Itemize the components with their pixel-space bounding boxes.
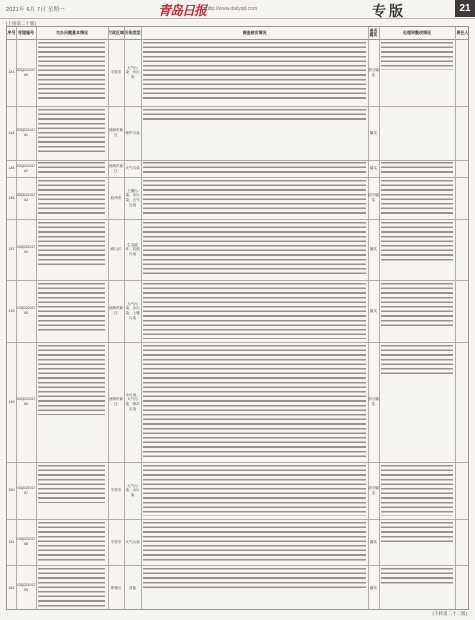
col-header-no: 序号 xyxy=(7,29,16,35)
handling-text xyxy=(381,522,453,544)
page-header xyxy=(0,0,475,19)
row-type: 水污染、大气污染、噪声污染 xyxy=(125,392,140,411)
issue-text xyxy=(38,568,105,608)
col-header-issue: 交办问题基本情况 xyxy=(56,29,88,35)
findings-text xyxy=(143,465,366,516)
findings-text xyxy=(143,42,366,102)
row-verified: 属实 xyxy=(369,130,378,135)
issue-text xyxy=(38,109,105,155)
handling-text xyxy=(381,283,453,329)
findings-text xyxy=(143,283,366,339)
newspaper-logo: 青岛日报 xyxy=(158,4,207,19)
row-type: 大气污染 xyxy=(125,166,140,171)
col-header-type: 污染类型 xyxy=(124,29,141,35)
row-no: 148 xyxy=(8,308,15,313)
col-header-verified: 是否属实 xyxy=(369,27,378,37)
row-no: 147 xyxy=(8,247,15,252)
row-id: D3QD2101760 xyxy=(16,67,36,77)
row-type: 生态破坏、其他污染 xyxy=(125,242,140,256)
issue-text xyxy=(38,180,105,216)
row-id: X3QD2101767 xyxy=(16,485,36,495)
row-id: X3QD2101768 xyxy=(16,537,36,546)
issue-text xyxy=(38,42,105,102)
handling-text xyxy=(381,42,453,70)
col-header-id: 受理编号 xyxy=(18,29,34,35)
row-verified: 属实 xyxy=(369,539,378,544)
col-header-findings: 调查核实情况 xyxy=(242,29,267,35)
row-type: 大气污染、水污染、土壤污染 xyxy=(125,301,140,320)
row-id: D3QD2101761 xyxy=(16,128,36,137)
row-no: 152 xyxy=(8,585,15,590)
page-number: 21 xyxy=(455,0,475,17)
row-type: 大气污染 xyxy=(125,539,140,544)
row-no: 146 xyxy=(8,195,15,200)
row-area: 平度市 xyxy=(110,70,122,75)
findings-text xyxy=(143,180,366,216)
section-title: 专版 xyxy=(372,4,406,20)
findings-text xyxy=(143,522,366,562)
row-area: 西海岸新区 xyxy=(108,306,124,315)
row-area: 胶州市 xyxy=(110,195,122,200)
website-url[interactable]: http://www.dailyqd.com xyxy=(206,6,258,12)
row-no: 149 xyxy=(8,399,15,404)
row-verified: 部分属实 xyxy=(368,397,379,406)
row-verified: 部分属实 xyxy=(368,485,379,495)
complaint-table xyxy=(6,26,469,610)
row-no: 143 xyxy=(8,70,15,75)
row-id: D3QD2101762 xyxy=(16,163,36,173)
table-header xyxy=(7,27,468,40)
row-area: 西海岸新区 xyxy=(108,128,124,137)
continued-from-note: (上接第二十版) xyxy=(6,21,36,26)
findings-text xyxy=(143,222,366,277)
row-no: 144 xyxy=(8,130,15,135)
issue-text xyxy=(38,522,105,562)
issue-text xyxy=(38,162,105,175)
row-id: X3QD2101765 xyxy=(16,306,36,315)
row-id: X3QD2101769 xyxy=(16,583,36,592)
row-id: D3QD2101766 xyxy=(16,397,36,406)
row-no: 145 xyxy=(8,166,15,171)
row-no: 150 xyxy=(8,488,15,493)
row-verified: 属实 xyxy=(369,166,378,171)
findings-text xyxy=(143,162,366,175)
issue-text xyxy=(38,345,105,415)
handling-text xyxy=(381,222,453,262)
row-verified: 属实 xyxy=(369,585,378,590)
continued-to-note: (下转第二十二版) xyxy=(432,611,467,616)
row-area: 平度市 xyxy=(110,488,122,493)
row-type: 其他 xyxy=(128,585,137,590)
findings-text xyxy=(143,345,366,459)
row-area: 西海岸新区 xyxy=(108,397,124,406)
handling-text xyxy=(381,568,453,584)
row-verified: 属实 xyxy=(369,247,378,252)
row-id: X3QD2101764 xyxy=(16,244,36,254)
col-header-area: 行政区域 xyxy=(108,29,124,35)
row-type: 大气污染、水污染 xyxy=(125,65,140,79)
row-type: 噪声污染 xyxy=(125,130,140,135)
row-area: 西海岸新区 xyxy=(108,163,124,173)
handling-text xyxy=(381,180,453,216)
row-type: 大气污染、水污染 xyxy=(125,483,140,497)
col-header-owner: 责任人 xyxy=(456,29,469,35)
col-header-handling: 处理和整改情况 xyxy=(403,29,431,35)
row-verified: 部分属实 xyxy=(368,193,379,202)
row-verified: 属实 xyxy=(369,308,378,313)
issue-text xyxy=(38,222,105,268)
row-no: 151 xyxy=(8,539,15,544)
findings-text xyxy=(143,109,366,121)
row-area: 平度市 xyxy=(110,539,122,544)
issue-date: 2021年 6月 7日 星期一 xyxy=(6,7,65,13)
handling-text xyxy=(381,465,453,516)
row-id: D3QD2101763 xyxy=(16,193,36,202)
row-area: 崂山区 xyxy=(110,247,122,252)
handling-text xyxy=(381,345,453,375)
row-verified: 部分属实 xyxy=(368,67,379,77)
row-type: 土壤污染、水污染、大气污染 xyxy=(125,188,140,207)
issue-text xyxy=(38,465,105,503)
issue-text xyxy=(38,283,105,333)
findings-text xyxy=(143,568,366,590)
handling-text xyxy=(381,162,453,175)
row-area: 即墨区 xyxy=(110,585,122,590)
